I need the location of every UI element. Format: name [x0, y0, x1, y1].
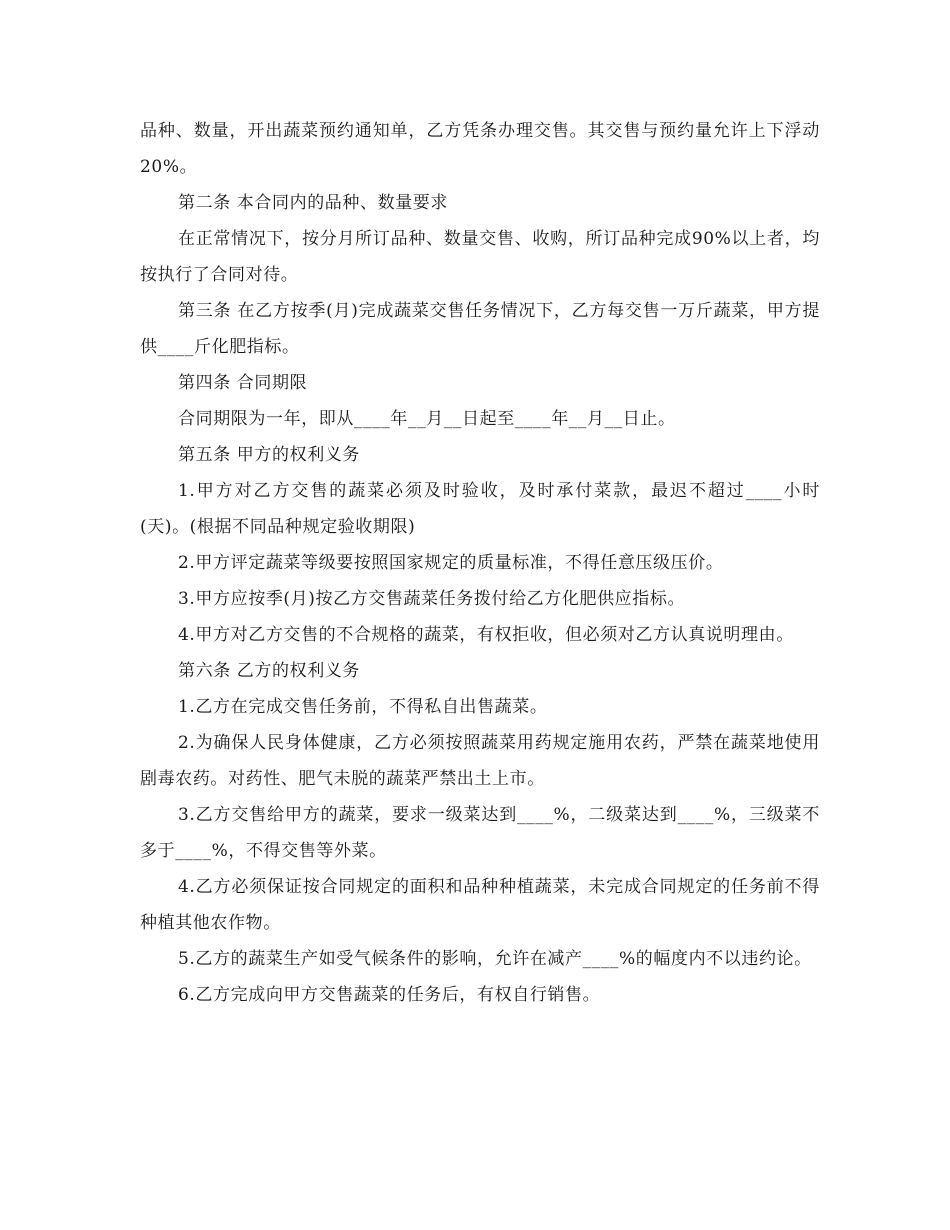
- article-6-item-2: 2.为确保人民身体健康，乙方必须按照蔬菜用药规定施用农药，严禁在蔬菜地使用剧毒农药。对药性、肥气未脱的蔬菜严禁出土上市。: [140, 733, 820, 789]
- article-5-heading: 第五条 甲方的权利义务: [178, 445, 361, 465]
- article-6-item-5: 5.乙方的蔬菜生产如受气候条件的影响，允许在减产____%的幅度内不以违约论。: [178, 949, 812, 969]
- article-6-heading: 第六条 乙方的权利义务: [178, 661, 361, 681]
- article-5-item-2: 2.甲方评定蔬菜等级要按照国家规定的质量标准，不得任意压级压价。: [178, 553, 724, 573]
- article-5-item-1: 1.甲方对乙方交售的蔬菜必须及时验收，及时承付菜款，最迟不超过____小时(天)。(根据不同品种规定验收期限): [140, 481, 820, 537]
- article-5-item-3: 3.甲方应按季(月)按乙方交售蔬菜任务拨付给乙方化肥供应指标。: [178, 589, 686, 609]
- article-5-item-4: 4.甲方对乙方交售的不合规格的蔬菜，有权拒收，但必须对乙方认真说明理由。: [178, 625, 794, 645]
- article-6-item-1: 1.乙方在完成交售任务前，不得私自出售蔬菜。: [178, 697, 548, 717]
- article-4-heading: 第四条 合同期限: [178, 373, 308, 393]
- paragraph-continuation: 品种、数量，开出蔬菜预约通知单，乙方凭条办理交售。其交售与预约量允许上下浮动20%。: [140, 121, 820, 177]
- article-2-body: 在正常情况下，按分月所订品种、数量交售、收购，所订品种完成90%以上者，均按执行了合同对待。: [140, 229, 820, 285]
- article-2-heading: 第二条 本合同内的品种、数量要求: [178, 193, 449, 213]
- article-3-body: 第三条 在乙方按季(月)完成蔬菜交售任务情况下，乙方每交售一万斤蔬菜，甲方提供____斤化肥指标。: [140, 301, 820, 357]
- article-6-item-3: 3.乙方交售给甲方的蔬菜，要求一级菜达到____%，二级菜达到____%，三级菜不多于____%，不得交售等外菜。: [140, 805, 820, 861]
- document-body: [140, 113, 820, 1013]
- article-4-body: 合同期限为一年，即从____年__月__日起至____年__月__日止。: [178, 409, 676, 429]
- article-6-item-6: 6.乙方完成向甲方交售蔬菜的任务后，有权自行销售。: [178, 985, 601, 1005]
- article-6-item-4: 4.乙方必须保证按合同规定的面积和品种种植蔬菜，未完成合同规定的任务前不得种植其他农作物。: [140, 877, 820, 933]
